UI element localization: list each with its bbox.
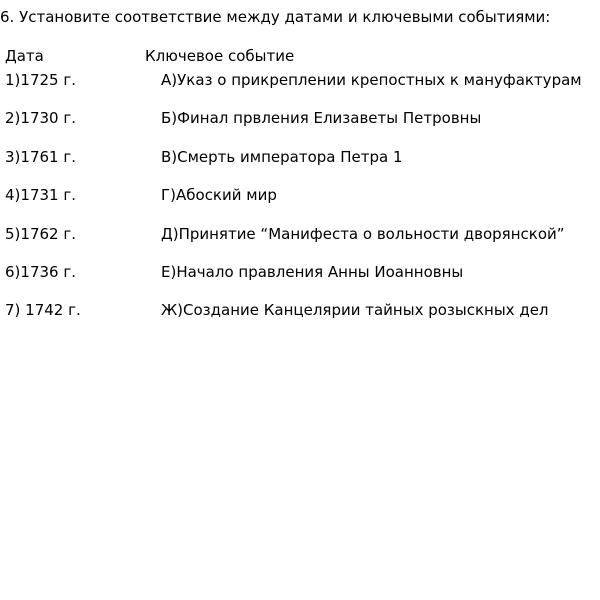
row-event: Е)Начало правления Анны Иоанновны — [161, 263, 464, 281]
match-row — [0, 263, 600, 283]
row-date: 6)1736 г. — [5, 263, 76, 281]
row-date: 3)1761 г. — [5, 148, 76, 166]
row-date: 1)1725 г. — [5, 71, 76, 89]
row-date: 2)1730 г. — [5, 109, 76, 127]
match-row — [0, 109, 600, 129]
row-event: Б)Финал првления Елизаветы Петровны — [161, 109, 482, 127]
match-row — [0, 301, 600, 321]
row-event: Ж)Создание Канцелярии тайных розыскных дел — [161, 301, 549, 319]
row-event: Д)Принятие “Манифеста о вольности дворянской” — [161, 225, 565, 243]
row-date: 7) 1742 г. — [5, 301, 81, 319]
match-row — [0, 71, 600, 91]
match-row — [0, 148, 600, 168]
column-header-event: Ключевое событие — [145, 47, 295, 65]
match-row — [0, 186, 600, 206]
row-event: А)Указ о прикреплении крепостных к мануфактурам — [161, 71, 582, 89]
column-header-date: Дата — [5, 47, 44, 65]
row-date: 5)1762 г. — [5, 225, 76, 243]
row-event: Г)Абоский мир — [161, 186, 277, 204]
row-event: В)Смерть императора Петра 1 — [161, 148, 403, 166]
row-date: 4)1731 г. — [5, 186, 76, 204]
task-title: 6. Установите соответствие между датами и ключевыми событиями: — [0, 8, 551, 26]
match-row — [0, 225, 600, 245]
